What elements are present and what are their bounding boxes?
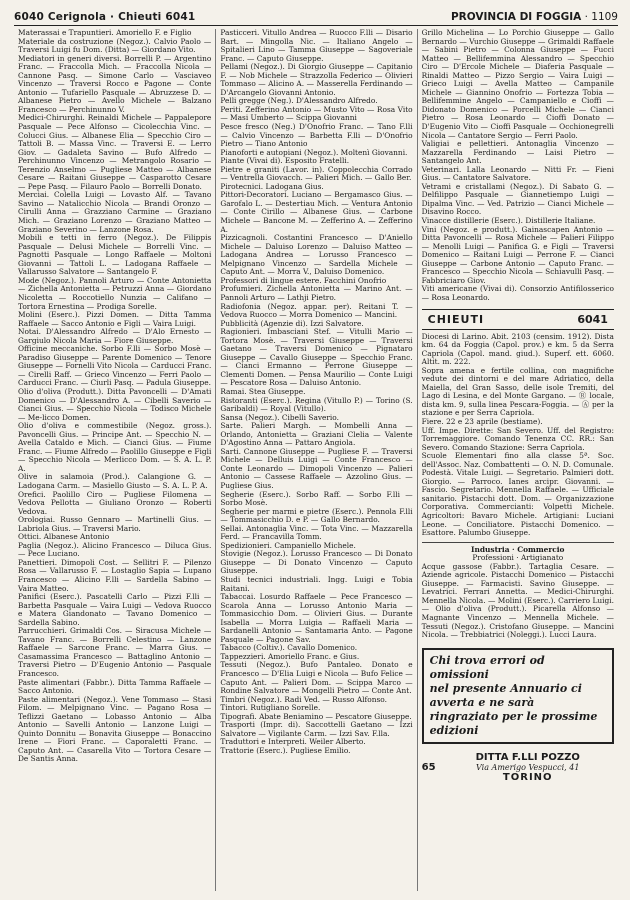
errata-line-1: Chi trova errori od omissioni (429, 653, 545, 681)
entry: Professori di lingue estere. Facchini Onofrio (220, 275, 387, 285)
header-right (451, 11, 618, 23)
entry: Pasticceri. Vitullo Andrea — Ruocco F.lli — Disario Bart. — Mingolla Nic. — Italiano Angelo — Spitalieri Lino — Tamma Giuseppe — Sagoveriale Franc. — Caputo Giuseppe. (220, 29, 413, 63)
entry: Tappezzieri. Amoriello Franc. e Gius. (220, 651, 360, 661)
town-heading (422, 309, 614, 330)
errata-line-2: nel presente Annuario ci avverta e ne sarà ringraziato per le prossime edizioni (429, 681, 598, 737)
advert-city: TORINO (502, 771, 553, 783)
town-officials: Podestà. Vitale Luigi. — Segretario. Palmieri dott. Giorgio. — Parroco. Ianes arcipr. Giovanni. — Fascio. Segretario. Mennella Raffaele. — Ufficiale sanitario. Pistacchi dott. Dom. — Organizzazione Corporativa. Commercianti: Volpetti Michele. Agricoltori: Bavaro Michele. Artigiani: Luciani Leone. — Conciliatore. Pistacchi Domenico. — Esattore. Palumbo Giuseppe. (421, 468, 614, 538)
entry: Olio d'oliva e commestibile (Negoz. gross.). Pavoncelli Gius. — Principe Ant. — Specchio N. — Avella Cataldo e Mich. — Cianci Gius. — Fiume Franc. — Fiume Alfredo — Paolillo Giuseppe e Figli — Specchio Nicola — Merlicco Dom. — S. A. L. P. A. (18, 421, 212, 473)
entry: Segherie per marmi e pietre (Eserc.). Pennola F.lli — Tommasicchio D. e P. — Gallo Bernardo. (220, 506, 413, 525)
entry: Pittori-Decoratori. Luciano — Bergamasco Gius. — Garofalo L. — Destertiau Mich. — Ventura Antonio — Conte Cirillo — Albanese Gius. — Carbone Michele — Bancone M. — Zefferino A. — Zefferino A. (220, 190, 413, 234)
advert-box (442, 752, 614, 783)
entry: Olive in salamoia (Prod.). Calangione G. — Ladogana Carm. — Masiello Giusto — S. A. L. P. A. (18, 472, 212, 490)
entry: Studi tecnici industriali. Ingg. Luigi e Tobia Raitani. (220, 575, 413, 593)
entry: Parrucchieri. Grimaldi Cos. — Siracusa Michele — Tavano Franc. — Borrelli Celestino — Lanzone Raffaele — Sarcone Franc. — Marra Gius. — Casamassima Francesco — Battaglino Antonio — Traversi Pietro — D'Eugenio Antonio — Pasquale Francesco. (18, 626, 212, 679)
entry: Sansa (Negoz.). Cibelli Saverio. (220, 412, 339, 422)
entry: Notai. D'Alessandro Alfredo — D'Alo Ernesto — Gargiulo Nicola Maria — Fiore Giuseppe. (18, 327, 212, 345)
columns (14, 29, 618, 891)
entry: Pianoforti e autopiani (Negoz.). Moltenì Giovanni. (220, 147, 408, 157)
entry: Viti americane (Vivai di). Consorzio Antifilosserico — Rosa Leonardo. (421, 284, 614, 302)
industria-subtitle: Professioni · Artigianato (472, 553, 564, 563)
column-1 (14, 29, 215, 891)
entry: Pietre e graniti (Lavor. in). Coppolecchia Corrado — Ventrella Giovacch. — Palieri Mich. — Gallo Ber. (220, 164, 413, 183)
entry: Piante (Vivai di). Esposito Fratelli. (220, 156, 350, 166)
entry: Sarti. Cannone Giuseppe — Pugliese F. — Traversi Michele — Delluis Luigi — Conte Francesco — Conte Leonardo — Dimopoli Vincenzo — Palieri Antonio — Cassese Raffaele — Azzolino Gius. — Pugliese Gius. (220, 446, 413, 490)
entry: Valigiai e pellettieri. Antonaglia Vincenzo — Mazzarella Ferdinando — Laisi Pietro — Santangelo Ant. (421, 139, 614, 166)
entry: Sarte. Palieri Margh. — Mombelli Anna — Orlando, Antonietta — Graziani Clelia — Valente D'Agostino Anna — Pattaro Angiola. (220, 421, 413, 448)
entry: Pizzicagnoli. Costantini Francesco — D'Aniello Michele — Daluiso Lorenzo — Daluiso Matteo — Ladogana Andrea — Lorusso Francesco — Melpignano Vincenzo — Sardella Michele — Caputo Ant. — Morra V., Daluiso Domenico. (220, 233, 413, 277)
entry: Paste alimentari (Fabbr.). Ditta Tamma Raffaele — Sacco Antonio. (18, 677, 212, 696)
printer-advert (422, 752, 614, 783)
entry: Ristoranti (Eserc.). Regina (Vitullo P.) — Torino (S. Garibaldi) — Royal (Vitullo). (220, 395, 413, 414)
entry: Ramai. Stea Giuseppe. (220, 386, 306, 396)
entry: Pubblicità (Agenzie di). Izzi Salvatore. (220, 318, 364, 328)
entry: Ragionieri. Imbasciani Stef. — Vitulli Mario — Tortora Mosè. — Traversi Giuseppe — Traversi Gaetano — Traversi Domenico — Pignataro Giuseppe — Cavallo Giuseppe — Specchio Franc. — Cianci Ermanno — Perrone Giuseppe — Clementi Domen. — Pensa Maurilio — Conte Luigi — Pescatore Rosa — Daluiso Antonio. (220, 327, 413, 388)
entry: Tabacco (Coltiv.). Cavallo Domenico. (220, 643, 358, 653)
header-province: PROVINCIA DI FOGGIA (450, 11, 582, 23)
entry: Stovigie (Negoz.). Lorusso Francesco — Di Donato Giuseppe — Di Donato Vincenzo — Caputo Giuseppe. (220, 549, 413, 576)
entry: Tabaccai. Losurdo Raffaele — Pece Francesco — Scarola Anna — Lorusso Antonio Maria — Tommasicchio Dom. — Olivieri Gius. — Durante Isabella — Morra Luigia — Raffaeli Maria — Sardanelli Antonio — Santamaria Anto. — Pagone Pasquale — Pagone Sav. (220, 592, 413, 644)
town-offices: Uff. Impe. Dirette: San Severo. Uff. del Registro: Torremaggiore. Comando Tenenza CC. RR.: San Severo. Comando Stazione: Serra Capriola. (421, 425, 614, 452)
entry: Orologiai. Russo Gennaro — Martinelli Gius. — Labriola Gius. — Traversi Mario. (18, 515, 212, 533)
town-fairs: Fiere. 22 e 23 aprile (bestiame). (421, 416, 543, 426)
column-2 (215, 29, 416, 891)
entry: Trattorie (Eserc.). Pugliese Emilio. (220, 745, 351, 755)
entry: Trasporti (Impr. di). Saccottelli Gaetano — Izzi Salvatore — Vigilante Carm. — Izzi Sav. F.lla. (220, 720, 413, 738)
industria-title: Industria · Commercio (471, 544, 565, 554)
entry: Ottici. Albanese Antonio (18, 532, 110, 542)
entry: Timbri (Negoz.). Radi Ved. — Russo Alfonso. (220, 694, 387, 704)
entry: Mediatori in generi diversi. Borrelli P. — Argentino Franc. — Fraccolla Mich. — Fraccolla Nicola — Cannone Pasq. — Simone Carlo — Vasciaveo Vincenzo — Traversi Rocco e Pagone — Conte Antonio — Tufariello Pasquale — Abruzzese D. — Albanese Pietro — Avello Michele — Balzano Francesco — Perchinunno V. (18, 53, 212, 114)
entry: Periti. Zefferino Antonio — Musto Vito — Rosa Vito — Masi Umberto — Scippa Giovanni (220, 104, 413, 123)
entry: Profumieri. Zichella Antonietta — Marino Ant. — Pannoli Arturo — Lathji Pietro. (220, 284, 413, 302)
entry: Orefici. Paolillo Ciro — Pugliese Filomena — Vedova Pellotta — Giuliano Oronzo — Roberti Vedova. (18, 489, 212, 516)
header-left: 6040 Cerignola · Chieuti 6041 (14, 11, 196, 23)
advert-number: 65 (421, 761, 436, 773)
page-header (14, 4, 618, 26)
advert-company: DITTA F.LLI POZZO (475, 751, 580, 763)
entry: Tipografi. Abate Beniamino — Pescatore Giuseppe. (220, 711, 412, 721)
entry: Mobili e tetti in ferro (Negoz.). De Filippis Pasquale — Delusi Michele — Borrelli Vinc. — Pagnotti Pasquale — Longo Raffaele — Moltoni Giovanni — Tattoli L. — Ladogana Raffaele — Vallarusso Salvatore — Santangelo F. (18, 233, 212, 277)
entry: Molini (Eserc.). Pizzi Domen. — Ditta Tamma Raffaele — Sacco Antonio e Figli — Vaira Luigi. (18, 310, 212, 328)
entry: Segherie (Eserc.). Sorbo Raff. — Sorbo F.lli — Sorbo Mosè. (220, 489, 413, 508)
entry: Pesce fresco (Neg.) D'Onofrio Franc. — Tano F.lli — Calvio Vincenzo — Barbetta F.lli — D'Onofrio Pietro — Tiano Antonio (220, 122, 413, 149)
entry: Tintori. Rutigliano Sorelle. (220, 703, 321, 713)
entry: Medici-Chirurghi. Reinaldi Michele — Pappalepore Pasquale — Pece Alfonso — Cicolecchia Vinc. — Colucci Gius. — Albanese Elia — Specchio Ciro — Tattoli B. — Massa Vinc. — Traversi E. — Lerro Giov. — Gadaleta Savino — Bufo Alfredo — Perchinunno Vincenzo — Metrangolo Rosario — Terenzio Anselmo — Pugliese Matteo — Albanese Cesare — Raitani Giuseppe — Casparotto Cesare — Pepe Pasq. — Filauro Paolo — Borrelli Donato. (18, 113, 212, 191)
directory-page (14, 4, 618, 896)
entry: Panifici (Eserc.). Pascatelli Carlo — Pizzi F.lli — Barbetta Pasquale — Vaira Luigi — Vedova Ruocco e Matera Giandonato — Tavano Domenico — Sardella Sabino. (18, 592, 212, 627)
entry: Officine meccaniche. Sorbo F.lli — Sorbo Mosè — Paradiso Giuseppe — Parente Domenico — Tenore Giuseppe — Fornelli Vito Nicola — Carducci Franc. — Cirelli Raff. — Grieco Vincenzo — Ferri Paolo — Carducci Franc. — Ciurli Pasq. — Padula Giuseppe. (18, 344, 212, 388)
entry: Pellami (Negoz.). Di Giorgio Giuseppe — Capitanio F. — Nob Michele — Strazzolla Federico — Olivieri Tommaso — Alicino A. — Masserella Ferdinando — D'Arcangelo Giovanni Antonio. (220, 62, 413, 97)
entry: Traduttori e Interpreti. Weiler Alberto. (220, 737, 366, 747)
errata-notice (422, 648, 614, 744)
column-3 (417, 29, 618, 891)
entry: Vinacce distillerie (Eserc.). Distillerie Italiane. (421, 216, 596, 226)
entry: Pelli gregge (Neg.). D'Alessandro Alfredo. (220, 96, 378, 106)
entry: Vini (Negoz. e produtt.). Gainascapen Antonio — Ditta Pavoncelli — Rosa Michele — Palieri Filippo — Menolli Luigi — Panifica G. e Figli — Traversi Domenico — Raitani Luigi — Perrone F. — Cianci Giuseppe — Carbone Antonio — Caputo Franc. — Francesco — Specchio Nicola — Schiavulli Pasq. — Fabbriciaro Giov. (421, 224, 614, 285)
advert-address: Via Amerigo Vespucci, 41 (476, 762, 580, 772)
town-description: Sopra amena e fertile collina, con magnifiche vedute dei dintorni e del mare Adriatico, della Maiella, del Gran Sasso, delle isole Tremiti, del Lago di Lesina, e del Monte Gargano. — Ⓡ locale, dista km. 9, sulla linea Pescara-Foggia. — Ⓐ per la stazione e per Serra Capriola. (421, 365, 614, 418)
entry: Spedizionieri. Campaniello Michele. (220, 540, 356, 550)
entry: Veterinari. Lalla Leonardo — Nitti Fr. — Fieni Gius. — Cantatore Salvatore. (421, 164, 614, 183)
entry: Radiofonia (Negoz. appar. per). Reitani T. — Vedova Ruocco — Morra Domenico — Mancini. (220, 301, 413, 320)
entry: Pirotecnici. Ladogana Gius. (220, 181, 324, 191)
town-name: CHIEUTI (427, 312, 485, 326)
entry: Paste alimentari (Negoz.). Vene Tommaso — Stasi Filom. — Melpignano Vinc. — Pagano Rosa — Teflizzi Gaetano — Lobasso Antonio — Alba Antonio — Savelli Antonio — Lanzone Luigi — Quinto Donnitu — Bonavita Giuseppe — Bonaccino Irene — Fiori Franc. — Caporaletti Franc. — Caputo Ant. — Casarella Vito — Tortora Cesare — De Santis Anna. (18, 694, 212, 764)
entry: Mode (Negoz.). Pannoli Arturo — Conte Antonietta — Zichella Antonietta — Petruzzi Anna — Giordano Nicoletta — Roccotiello Nunzia — Califano — Tortora Ernestina — Prodiga Sorelle. (18, 275, 212, 311)
entry: Vetrami e cristallami (Negoz.). Di Sabato G. — Delfilippo Pasquale — Giannetiempo Luigi — Dipalma Vinc. — Ved. Patrizio — Cianci Michele — Disavino Rocco. (421, 181, 614, 217)
town-entries: Acque gassose (Fabbr.). Tartaglia Cesare. — Aziende agricole. Pistacchi Domenico — Pistacchi Giuseppe. — Farmacisti. Savino Giuseppe. — Levatrici. Ferrari Annetta. — Medici-Chirurghi. Mennella Nicola. — Molini (Eserc.). Carriero Luigi. — Olio d'oliva (Produtt.). Picarella Alfonso — Magnante Vincenzo — Mennella Michele. — Tessuti (Negoz.). Cristofano Giuseppe. — Mancini Nicola. — Trebbiatrici (Noleggi.). Lucci Laura. (421, 561, 614, 640)
town-intro: Diocesi di Larino. Abit. 2103 (censim. 1912). Dista km. 64 da Foggia (Capol. prov.) e km. 5 da Serra Capriola (Capol. mand. giud.). Superf. ett. 6060. Altit. m. 222. (421, 331, 614, 367)
header-page-number: · 1109 (584, 11, 618, 23)
entry: Materiale da costruzione (Negoz.). Calvio Paolo — Traversi Luigi fu Dom. (Ditta) — Giordano Vito. (18, 36, 212, 55)
entry: Merciai. Colella Luigi — Lovasto Alf. — Tavano Savino — Natalicchio Nicola — Brandi Oronzo — Cirulli Anna — Grazziano Carmine — Graziano Mich. — Graziano Lorenzo — Graziano Matteo — Graziano Severino — Lanzone Rosa. (18, 190, 212, 234)
entry: Paglia (Negoz.). Alicino Francesco — Diluca Gius. — Pece Luciano. (18, 540, 212, 559)
divider (422, 542, 614, 543)
entry: Tessuti (Negoz.). Bufo Pantaleo. Donato e Francesco — D'Elia Luigi e Nicola — Bufo Felice — Caputo Ant. — Palieri Dom. — Scippa Marco — Rondine Salvatore — Mongelli Pietro — Conte Ant. (220, 660, 413, 696)
entry: Materassai e Trapuntieri. Amoriello F. e Figlio (18, 29, 192, 37)
town-schools: Scuole Elementari fino alla classe 5ª. Soc. dell'Assoc. Naz. Combattenti — O. N. D. Comunale. (421, 451, 614, 469)
entry: Olio d'oliva (Produtt.). Ditta Pavoncelli — D'Amati Domenico — D'Alessandro A. — Cibelli Saverio — Cianci Gius. — Specchio Nicola — Todisco Michele — Me-licco Domen. (18, 386, 212, 422)
entry: Panettieri. Dimopoli Cost. — Sellitri F. — Pilenzo Rosa — Vallarusso F. — Lostaglio Sapia — Lupano Francesco — Alicino F.lli — Sardella Sabino — Vaira Matteo. (18, 557, 212, 593)
entry: Sellai. Antonaglia Vinc. — Tota Vinc. — Mazzarella Ferd. — Francavilla Tomm. (220, 523, 413, 542)
entry: Grillo Michelina — Lo Porchio Giuseppe — Gallo Bernardo — Vurchio Giuseppe — Grimaldi Raffaele — Sabini Pietro — Colonna Giuseppe — Fucci Matteo — Bellifemmina Alessandro — Specchio Ciro — D'Ercole Michele — Diaferia Pasquale — Rinaldi Matteo — Pizzo Sergio — Vaira Luigi — Grieco Luigi — Avella Matteo — Campanile Michele — Giannino Onofrio — Fortezza Tobia — Bellifemmine Angelo — Campaniello e Cioffi — Didonato Domenico — Porcelli Michele — Cianci Pietro — Rosa Leonardo — Cioffi Donato — D'Eugenio Vito — Cioffi Pasquale — Occhionegrelli Nicola — Cantatore Sergio — Ferri Paolo. (421, 29, 614, 140)
town-code: 6041 (577, 312, 608, 326)
